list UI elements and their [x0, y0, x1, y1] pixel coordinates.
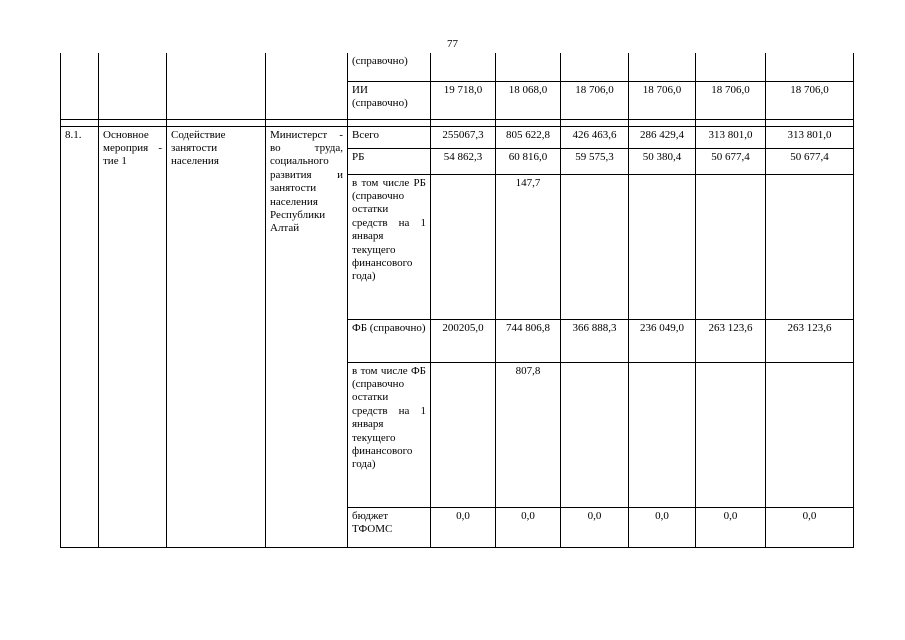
value-cell: 18 706,0	[766, 81, 854, 119]
event-cell	[99, 53, 167, 119]
value-cell: 200205,0	[431, 319, 496, 362]
category-cell: ФБ (справочно)	[348, 319, 431, 362]
category-cell: РБ	[348, 148, 431, 174]
value-cell: 236 049,0	[629, 319, 696, 362]
value-cell: 313 801,0	[766, 126, 854, 148]
value-cell: 805 622,8	[496, 126, 561, 148]
category-cell: ИИ (справочно)	[348, 81, 431, 119]
value-cell: 0,0	[561, 507, 629, 547]
value-cell	[696, 362, 766, 507]
category-cell: (справочно)	[348, 53, 431, 81]
value-cell: 263 123,6	[696, 319, 766, 362]
executor-cell	[266, 53, 348, 119]
value-cell	[561, 53, 629, 81]
budget-table	[60, 53, 854, 548]
value-cell	[561, 174, 629, 319]
value-cell	[766, 174, 854, 319]
table-row	[61, 126, 854, 148]
category-cell: в том числе РБ (справочно остатки средств на 1 января текущего финансового года)	[348, 174, 431, 319]
value-cell	[561, 362, 629, 507]
item-number: 8.1.	[61, 126, 99, 547]
executor: Министерст - во труда, социального развития и занятости населения Республики Алтай	[266, 126, 348, 547]
value-cell	[766, 362, 854, 507]
value-cell: 263 123,6	[766, 319, 854, 362]
page-number: 77	[447, 38, 458, 50]
value-cell: 366 888,3	[561, 319, 629, 362]
value-cell: 0,0	[629, 507, 696, 547]
value-cell: 313 801,0	[696, 126, 766, 148]
value-cell	[696, 174, 766, 319]
category-cell: Всего	[348, 126, 431, 148]
value-cell	[696, 53, 766, 81]
value-cell: 426 463,6	[561, 126, 629, 148]
value-cell: 50 677,4	[696, 148, 766, 174]
item-name: Содействие занятости населения	[167, 126, 266, 547]
value-cell: 0,0	[431, 507, 496, 547]
value-cell	[629, 362, 696, 507]
table-row	[61, 53, 854, 81]
value-cell	[431, 174, 496, 319]
value-cell	[431, 53, 496, 81]
value-cell	[496, 53, 561, 81]
event-title: Основное мероприя - тие 1	[99, 126, 167, 547]
value-cell: 147,7	[496, 174, 561, 319]
value-cell: 50 677,4	[766, 148, 854, 174]
value-cell	[629, 53, 696, 81]
value-cell: 19 718,0	[431, 81, 496, 119]
value-cell: 18 068,0	[496, 81, 561, 119]
number-cell	[61, 53, 99, 119]
value-cell: 18 706,0	[696, 81, 766, 119]
value-cell: 255067,3	[431, 126, 496, 148]
value-cell	[629, 174, 696, 319]
value-cell: 50 380,4	[629, 148, 696, 174]
value-cell	[766, 53, 854, 81]
value-cell: 0,0	[766, 507, 854, 547]
value-cell: 807,8	[496, 362, 561, 507]
spacer-row	[61, 119, 854, 126]
value-cell: 0,0	[496, 507, 561, 547]
value-cell: 286 429,4	[629, 126, 696, 148]
value-cell: 59 575,3	[561, 148, 629, 174]
name-cell	[167, 53, 266, 119]
value-cell: 60 816,0	[496, 148, 561, 174]
value-cell: 0,0	[696, 507, 766, 547]
value-cell: 18 706,0	[629, 81, 696, 119]
category-cell: в том числе ФБ (справочно остатки средств на 1 января текущего финансового года)	[348, 362, 431, 507]
value-cell: 18 706,0	[561, 81, 629, 119]
value-cell: 744 806,8	[496, 319, 561, 362]
value-cell	[431, 362, 496, 507]
category-cell: бюджет ТФОМС	[348, 507, 431, 547]
value-cell: 54 862,3	[431, 148, 496, 174]
